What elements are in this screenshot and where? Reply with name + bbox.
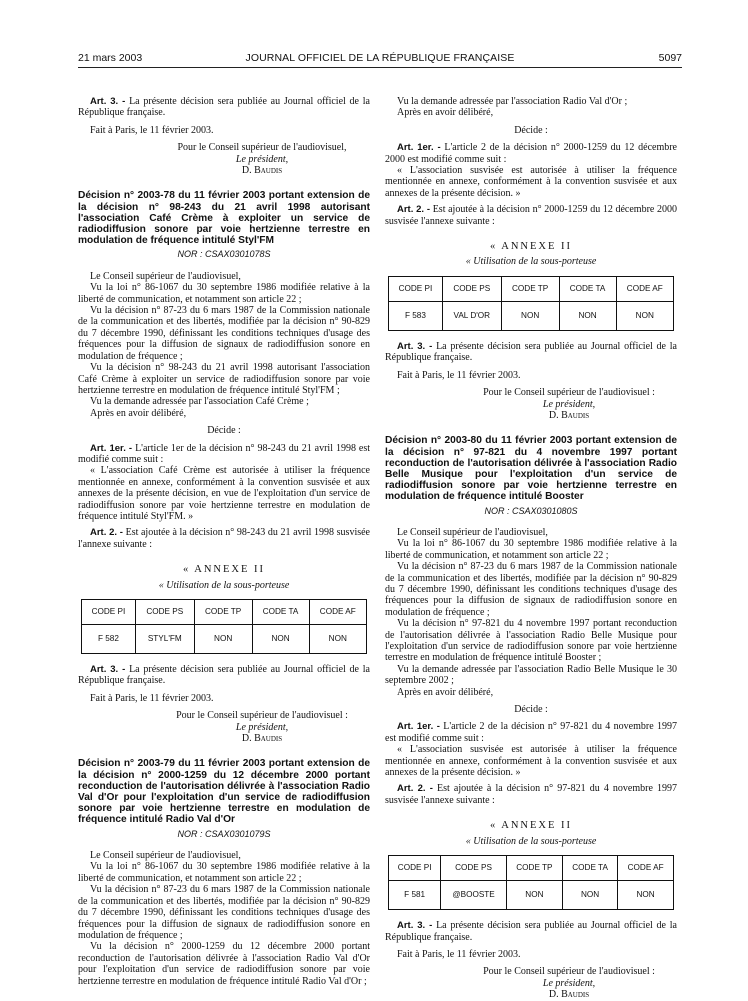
annexe-heading: « ANNEXE II <box>182 564 266 576</box>
article: Art. 2. - Est ajoutée à la décision n° 98-243 du 21 avril 1998 susvisée l'annexe suivante : <box>78 527 370 550</box>
paragraph: Vu la décision n° 97-821 du 4 novembre 1997 portant reconduction de l'autorisation délivrée à l'association Radio Belle Musique pour l'exploitation d'un service de radiodiffusion sonore par voie hertzienne terrestre en modulation de fréquence intitulé Booster ; <box>385 618 677 664</box>
subcarrier-table <box>388 855 674 910</box>
article: Art. 3. - La présente décision sera publiée au Journal officiel de la République française. <box>385 340 677 364</box>
annexe-subheading: « Utilisation de la sous-porteuse <box>158 579 290 591</box>
article: Art. 3. - La présente décision sera publiée au Journal officiel de la République française. <box>78 96 370 119</box>
annexe-subheading: « Utilisation de la sous-porteuse <box>465 256 597 268</box>
article: Art. 3. - La présente décision sera publiée au Journal officiel de la République française. <box>78 664 370 687</box>
paragraph: Le Conseil supérieur de l'audiovisuel, <box>90 270 241 282</box>
signature-block: Pour le Conseil supérieur de l'audiovisuel : Le président, D. Baudis <box>483 966 655 1001</box>
page-header <box>78 52 682 66</box>
signature-block: Pour le Conseil supérieur de l'audiovisuel, Le président, D. Baudis <box>177 142 347 177</box>
paragraph: Vu la demande adressée par l'association Radio Belle Musique le 30 septembre 2002 ; <box>385 663 677 687</box>
table-header-row: CODE PI CODE PS CODE TP CODE TA CODE AF <box>389 856 674 881</box>
left-column <box>78 96 370 987</box>
fait-line: Fait à Paris, le 11 février 2003. <box>397 948 521 960</box>
nor-reference: NOR : CSAX0301079S <box>177 828 271 839</box>
article: Art. 1er. - L'article 2 de la décision n° 97-821 du 4 novembre 1997 est modifié comme suit : <box>385 721 678 744</box>
paragraph: Vu la décision n° 87-23 du 6 mars 1987 de la Commission nationale de la communication et des libertés, modifiée par la décision n° 90-829 du 7 décembre 1990, définissant les conditions techniques d'usage des fréquences pour la diffusion de signaux de radiodiffusion sonore en modulation de fréquence ; <box>78 884 370 941</box>
header-date: 21 mars 2003 <box>78 52 143 64</box>
paragraph: Vu la demande adressée par l'association Radio Val d'Or ; <box>397 96 628 107</box>
paragraph: Le Conseil supérieur de l'audiovisuel, <box>90 850 241 862</box>
table-row: F 582 STYL'FM NON NON NON <box>82 625 367 654</box>
header-journal-title: JOURNAL OFFICIEL DE LA RÉPUBLIQUE FRANÇAISE <box>245 52 515 64</box>
article: Art. 2. - Est ajoutée à la décision n° 2000-1259 du 12 décembre 2000 susvisée l'annexe suivante : <box>385 204 678 227</box>
paragraph: Vu la décision n° 87-23 du 6 mars 1987 de la Commission nationale de la communication et des libertés, modifiée par la décision n° 90-829 du 7 décembre 1990, définissant les conditions techniques d'usage des fréquences pour la diffusion de signaux de radiodiffusion sonore en modulation de fréquence ; <box>78 305 370 362</box>
paragraph: Après en avoir délibéré, <box>397 686 494 698</box>
fait-line: Fait à Paris, le 11 février 2003. <box>90 692 214 704</box>
paragraph: Vu la demande adressée par l'association Café Crème ; <box>90 396 309 408</box>
decide-heading: Décide : <box>514 704 548 716</box>
paragraph: « L'association susvisée est autorisée à utiliser la fréquence mentionnée en annexe, conformément à la convention susvisée et aux annexes de la présente décision. » <box>385 744 677 779</box>
decide-heading: Décide : <box>514 124 548 136</box>
decision-title: Décision n° 2003-80 du 11 février 2003 portant extension de la décision n° 97-821 du 4 novembre 1997 portant reconduction de l'autorisation délivrée à l'association Radio Belle Musique pour l'exploitation d'un service de radiodiffusion sonore par voie hertzienne terrestre en modulation de fréquence intitulé Booster <box>385 435 677 503</box>
article: Art. 3. - La présente décision sera publiée au Journal officiel de la République française. <box>385 920 677 943</box>
table-header-row: CODE PI CODE PS CODE TP CODE TA CODE AF <box>82 600 367 625</box>
paragraph: « L'association susvisée est autorisée à utiliser la fréquence mentionnée en annexe, conformément à la convention susvisée et aux annexes de la présente décision. » <box>385 165 677 199</box>
paragraph: « L'association Café Crème est autorisée à utiliser la fréquence mentionnée en annexe, conformément à la convention susvisée et aux annexes de la présente décision, en vue de l'exploitation d'un service de radiodiffusion sonore par voie hertzienne terrestre en modulation de fréquence intitulé Styl'FM. » <box>78 465 370 522</box>
paragraph: Après en avoir délibéré, <box>90 407 187 419</box>
subcarrier-table <box>81 599 367 654</box>
decide-heading: Décide : <box>207 425 241 437</box>
table-header-row: CODE PI CODE PS CODE TP CODE TA CODE AF <box>389 276 674 301</box>
paragraph: Après en avoir délibéré, <box>397 107 494 119</box>
article: Art. 2. - Est ajoutée à la décision n° 97-821 du 4 novembre 1997 susvisée l'annexe suivante : <box>385 783 678 806</box>
paragraph: Vu la décision n° 98-243 du 21 avril 1998 autorisant l'association Café Crème à exploiter un service de radiodiffusion sonore par voie hertzienne terrestre en modulation de fréquence intitulé Styl'FM ; <box>78 362 370 396</box>
paragraph: Vu la loi n° 86-1067 du 30 septembre 1986 modifiée relative à la liberté de communication, et notamment son article 22 ; <box>78 861 370 884</box>
nor-reference: NOR : CSAX0301080S <box>484 505 578 516</box>
subcarrier-table <box>388 276 674 331</box>
decision-title: Décision n° 2003-78 du 11 février 2003 portant extension de la décision n° 98-243 du 21 avril 1998 autorisant l'association Café Crème à exploiter un service de radiodiffusion sonore par voie hertzienne terrestre en modulation de fréquence intitulé Styl'FM <box>78 190 370 247</box>
signature-block: Pour le Conseil supérieur de l'audiovisuel : Le président, D. Baudis <box>483 387 655 421</box>
annexe-heading: « ANNEXE II <box>489 820 573 832</box>
decision-title: Décision n° 2003-79 du 11 février 2003 portant extension de la décision n° 2000-1259 du 12 décembre 2000 portant reconduction de l'autorisation délivrée à l'association Radio Val d'Or pour l'exploitation d'un service de radiodiffusion sonore par voie hertzienne terrestre en modulation de fréquence intitulé Radio Val d'Or <box>78 758 370 826</box>
table-row: F 581 @BOOSTE NON NON NON <box>389 881 674 910</box>
nor-reference: NOR : CSAX0301078S <box>177 249 271 260</box>
article: Art. 1er. - L'article 2 de la décision n° 2000-1259 du 12 décembre 2000 est modifié comme suit : <box>385 142 678 165</box>
table-row: F 583 VAL D'OR NON NON NON <box>389 301 674 330</box>
paragraph: Le Conseil supérieur de l'audiovisuel, <box>397 526 548 538</box>
header-page-number: 5097 <box>658 52 682 64</box>
paragraph: Vu la décision n° 2000-1259 du 12 décembre 2000 portant reconduction de l'autorisation délivrée à l'association Radio Val d'Or pour l'exploitation d'un service de radiodiffusion sonore par voie hertzienne terrestre en modulation de fréquence intitulé Radio Val d'Or ; <box>78 941 370 987</box>
annexe-subheading: « Utilisation de la sous-porteuse <box>465 835 597 847</box>
paragraph: Vu la décision n° 87-23 du 6 mars 1987 de la Commission nationale de la communication et des libertés, modifiée par la décision n° 90-829 du 7 décembre 1990, définissant les conditions techniques d'usage des fréquences pour la diffusion de signaux de radiodiffusion sonore en modulation de fréquence ; <box>385 561 677 618</box>
paragraph: Vu la loi n° 86-1067 du 30 septembre 1986 modifiée relative à la liberté de communication, et notamment son article 22 ; <box>78 282 370 305</box>
fait-line: Fait à Paris, le 11 février 2003. <box>90 124 214 136</box>
header-rule <box>78 67 682 68</box>
fait-line: Fait à Paris, le 11 février 2003. <box>397 369 521 381</box>
right-column <box>385 96 677 1001</box>
article: Art. 1er. - L'article 1er de la décision n° 98-243 du 21 avril 1998 est modifié comme suit : <box>78 442 371 465</box>
paragraph: Vu la loi n° 86-1067 du 30 septembre 1986 modifiée relative à la liberté de communication, et notamment son article 22 ; <box>385 538 677 561</box>
signature-block: Pour le Conseil supérieur de l'audiovisuel : Le président, D. Baudis <box>176 710 348 745</box>
annexe-heading: « ANNEXE II <box>489 241 573 253</box>
